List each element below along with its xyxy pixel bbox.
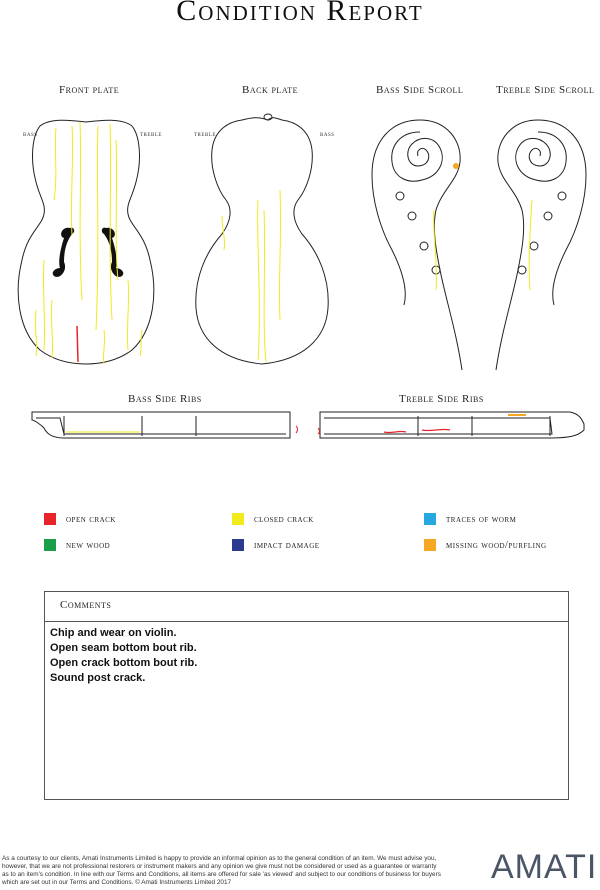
legend-impact-damage [232, 539, 320, 551]
back-treble-label: treble [194, 130, 216, 138]
legend-new-wood-label: new wood [66, 539, 111, 551]
bass-scroll-missing-wood [453, 163, 459, 169]
legend-missing-wood-label: missing wood/purfling [446, 539, 547, 551]
front-open-crack [77, 326, 78, 362]
front-bass-label: bass [23, 130, 38, 138]
front-plate-outline [18, 120, 154, 364]
legend-closed-crack-label: closed crack [254, 513, 314, 525]
treble-scroll-outline [496, 120, 586, 370]
treble-ribs-open-seam [318, 428, 320, 434]
bass-side-scroll-label: Bass Side Scroll [376, 84, 464, 96]
legend-traces-of-worm-label: traces of worm [446, 513, 517, 525]
treble-ribs-open-crack-2 [422, 429, 450, 430]
legend-impact-damage-label: impact damage [254, 539, 320, 551]
treble-side-scroll-label: Treble Side Scroll [496, 84, 595, 96]
disclaimer-text: As a courtesy to our clients, Amati Instruments Limited is happy to provide an informal opinion as to the general condition of an item. We must advise you, however, that we are not professional restorers or instrument makers and any opinion we give must not be considered or used as a guarantee or warranty as to an item's condition. In line with our Terms and Conditions, all items are offered for sale 'as viewed' and subject to our conditions of business for buyers which are set out in our Terms and Conditions. © Amati Instruments Limited 2017 [2, 855, 441, 886]
comment-line: Open seam bottom bout rib. [50, 642, 197, 654]
front-treble-label: treble [140, 130, 162, 138]
treble-side-ribs-label: Treble Side Ribs [399, 393, 484, 405]
legend-missing-wood [424, 539, 547, 551]
back-bass-label: bass [320, 130, 335, 138]
comment-line: Sound post crack. [50, 672, 146, 684]
treble-ribs-outline [320, 412, 584, 438]
bass-ribs-open-crack [296, 426, 298, 433]
legend-open-crack-label: open crack [66, 513, 116, 525]
f-holes [53, 228, 124, 277]
report-title: Condition Report [176, 0, 424, 27]
bass-ribs-outline [32, 412, 290, 438]
brand-logo: AMATI [491, 848, 598, 886]
legend-traces-of-worm-swatch [424, 513, 436, 525]
legend-impact-damage-swatch [232, 539, 244, 551]
legend-open-crack-swatch [44, 513, 56, 525]
back-plate-label: Back plate [242, 84, 298, 96]
comments-box [44, 591, 569, 800]
front-closed-cracks [35, 122, 142, 364]
legend-new-wood [44, 539, 110, 551]
legend-open-crack [44, 513, 116, 525]
back-plate-outline [196, 114, 328, 364]
front-plate-label: Front plate [59, 84, 120, 96]
back-closed-cracks [222, 190, 281, 362]
comment-line: Open crack bottom bout rib. [50, 657, 198, 669]
comments-body[interactable] [45, 622, 568, 686]
legend-missing-wood-swatch [424, 539, 436, 551]
comment-line: Chip and wear on violin. [50, 627, 177, 639]
bass-scroll-outline [372, 120, 462, 370]
legend-closed-crack [232, 513, 314, 525]
comments-heading: Comments [45, 592, 568, 622]
treble-ribs-open-crack-1 [384, 431, 406, 432]
legend-closed-crack-swatch [232, 513, 244, 525]
bass-side-ribs-label: Bass Side Ribs [128, 393, 202, 405]
legend-traces-of-worm [424, 513, 516, 525]
legend-new-wood-swatch [44, 539, 56, 551]
